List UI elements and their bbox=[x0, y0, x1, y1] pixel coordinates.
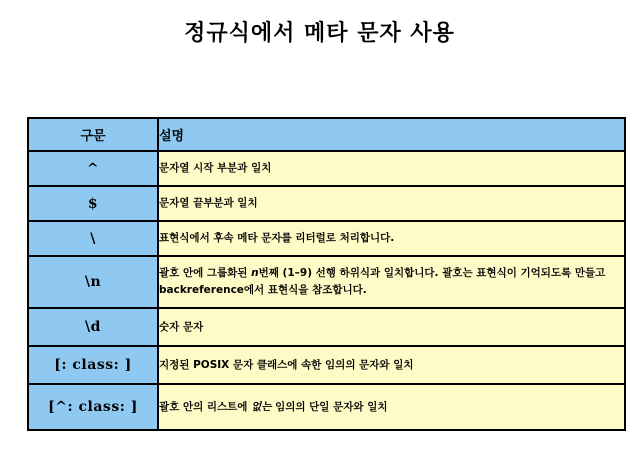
syntax-cell: [: class: ] bbox=[28, 346, 158, 384]
description-cell: 문자열 시작 부분과 일치 bbox=[158, 151, 625, 186]
syntax-cell: [^: class: ] bbox=[28, 384, 158, 430]
description-cell bbox=[158, 256, 625, 308]
metachar-table bbox=[27, 117, 626, 431]
description-cell: 숫자 문자 bbox=[158, 308, 625, 346]
table-row bbox=[28, 256, 625, 308]
description-text: 괄호 안의 리스트에 bbox=[159, 400, 252, 413]
description-cell: 문자열 끝부분과 일치 bbox=[158, 186, 625, 221]
table-row bbox=[28, 151, 625, 186]
description-italic: 없는 bbox=[251, 400, 272, 413]
syntax-cell: $ bbox=[28, 186, 158, 221]
header-syntax: 구문 bbox=[28, 118, 158, 151]
description-text: 괄호 안에 그룹화된 bbox=[159, 267, 252, 279]
description-italic: n bbox=[251, 267, 259, 279]
syntax-cell: \n bbox=[28, 256, 158, 308]
description-cell: 지정된 POSIX 문자 클래스에 속한 임의의 문자와 일치 bbox=[158, 346, 625, 384]
description-text: 임의의 단일 문자와 일치 bbox=[271, 400, 388, 413]
table-row bbox=[28, 308, 625, 346]
page-title: 정규식에서 메타 문자 사용 bbox=[184, 21, 455, 46]
syntax-cell: \ bbox=[28, 221, 158, 256]
syntax-cell: \d bbox=[28, 308, 158, 346]
table-row bbox=[28, 186, 625, 221]
description-cell bbox=[158, 384, 625, 430]
description-text: 번째 (1–9) 선행 하위식과 일치합니다. 괄호는 표현식이 기억되도록 만들고 backreference에서 표현식을 참조합니다. bbox=[159, 267, 606, 296]
table-row bbox=[28, 221, 625, 256]
description-cell: 표현식에서 후속 메타 문자를 리터럴로 처리합니다. bbox=[158, 221, 625, 256]
table-header-row bbox=[28, 118, 625, 151]
syntax-cell: ^ bbox=[28, 151, 158, 186]
header-description: 설명 bbox=[158, 118, 625, 151]
table-row bbox=[28, 384, 625, 430]
table-row bbox=[28, 346, 625, 384]
